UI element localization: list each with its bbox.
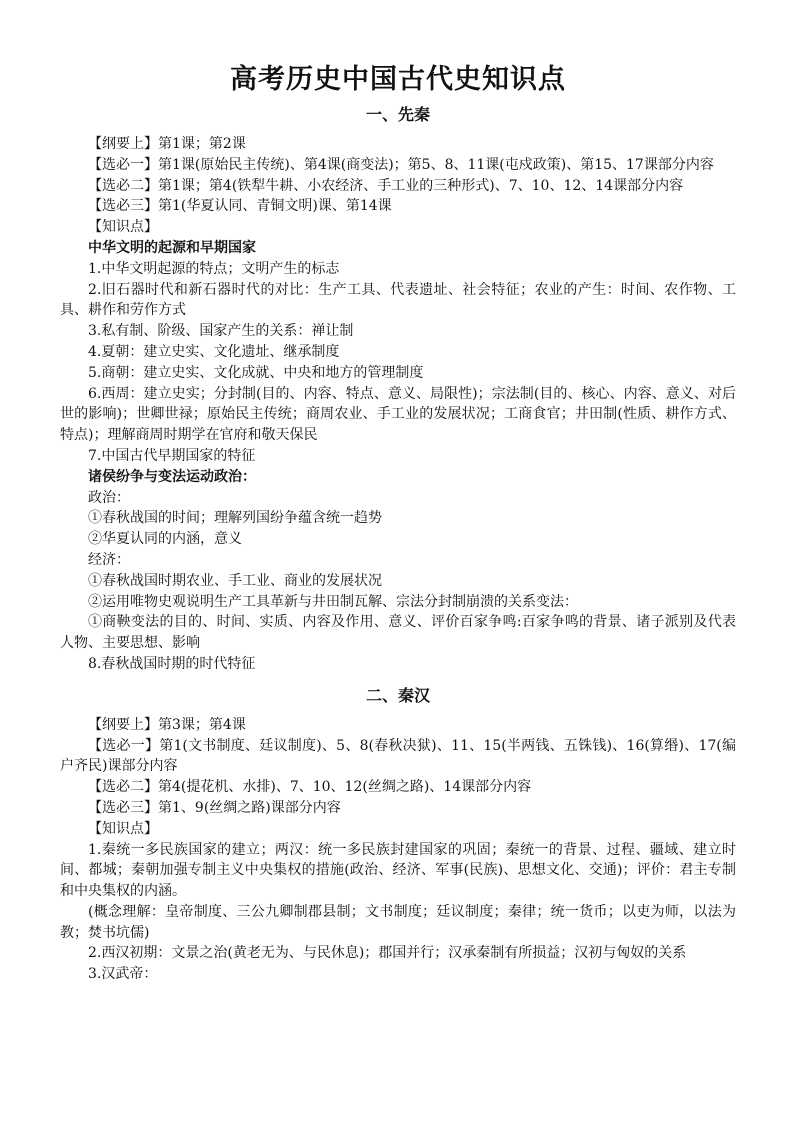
para-elective-two: 【选必二】第4(提花机、水排)、7、10、12(丝绸之路)、14课部分内容 <box>88 779 532 796</box>
list-item: (概念理解：皇帝制度、三公九卿制郡县制；文书制度；廷议制度；秦律；统一货币；以吏为师，以法为教；焚书坑儒) <box>60 903 736 941</box>
section-heading-xianqin: 一、先秦 <box>365 105 430 124</box>
list-item: 政治： <box>88 489 130 506</box>
subheading-civilization-origin: 中华文明的起源和早期国家 <box>88 239 256 256</box>
list-item: 1.秦统一多民族国家的建立；两汉：统一多民族封建国家的巩固；秦统一的背景、过程、疆域、建立时间、都城；秦朝加强专制主义中央集权的措施(政治、经济、军事(民族)、思想文化、交通)；评价：君主专制和中央集权的内涵。 <box>60 841 736 900</box>
list-item: ②运用唯物史观说明生产工具革新与井田制瓦解、宗法分封制崩溃的关系变法： <box>88 593 578 610</box>
list-item: 3.汉武帝： <box>88 966 158 983</box>
list-item: ①春秋战国的时间；理解列国纷争蕴含统一趋势 <box>88 510 382 527</box>
section-heading-qinhan: 二、秦汉 <box>365 685 430 705</box>
list-item: ①春秋战国时期农业、手工业、商业的发展状况 <box>88 572 382 589</box>
section-body-qinhan <box>60 715 736 985</box>
para-elective-two: 【选必二】第1课；第4(铁犁牛耕、小农经济、手工业的三种形式)、7、10、12、14课部分内容 <box>88 177 684 194</box>
para-elective-three: 【选必三】第1、9(丝绸之路)课部分内容 <box>88 799 341 816</box>
list-item: 4.夏朝：建立史实、文化遗址、继承制度 <box>88 343 340 360</box>
para-knowledge-label: 【知识点】 <box>88 219 158 236</box>
para-elective-one: 【选必一】第1课(原始民主传统)、第4课(商变法)；第5、8、11课(屯戍政策)、第15、17课部分内容 <box>88 156 714 173</box>
list-item: 6.西周：建立史实；分封制(目的、内容、特点、意义、局限性)；宗法制(目的、核心、内容、意义、对后世的影响)；世卿世禄；原始民主传统；商周农业、手工业的发展状况；工商食官；井田制(性质、耕作方式、特点)；理解商周时期学在官府和敬天保民 <box>60 385 736 444</box>
list-item: 经济： <box>88 551 130 568</box>
para-outline-upper: 【纲要上】第3课；第4课 <box>88 716 246 733</box>
list-item: 8.春秋战国时期的时代特征 <box>88 655 256 672</box>
list-item: 5.商朝：建立史实、文化成就、中央和地方的管理制度 <box>88 364 424 381</box>
list-item: 3.私有制、阶级、国家产生的关系：禅让制 <box>88 323 354 340</box>
list-item: ①商鞅变法的目的、时间、实质、内容及作用、意义、评价百家争鸣:百家争鸣的背景、诸子派别及代表人物、主要思想、影响 <box>60 614 736 652</box>
list-item: 2.西汉初期：文景之治(黄老无为、与民休息)；郡国并行；汉承秦制有所损益；汉初与匈奴的关系 <box>88 945 687 962</box>
para-outline-upper: 【纲要上】第1课；第2课 <box>88 136 246 152</box>
list-item: 7.中国古代早期国家的特征 <box>88 447 256 464</box>
list-item: 1.中华文明起源的特点；文明产生的标志 <box>88 260 340 277</box>
subheading-warring-states: 诸侯纷争与变法运动政治： <box>88 468 256 485</box>
section-body-xianqin <box>60 134 736 675</box>
para-knowledge-label: 【知识点】 <box>88 820 158 837</box>
para-elective-three: 【选必三】第1(华夏认同、青铜文明)课、第14课 <box>88 198 392 215</box>
document-title: 高考历史中国古代史知识点 <box>230 64 566 95</box>
list-item: ②华夏认同的内涵，意义 <box>88 531 242 548</box>
list-item: 2.旧石器时代和新石器时代的对比：生产工具、代表遗址、社会特征；农业的产生：时间、农作物、工具、耕作和劳作方式 <box>60 281 736 319</box>
para-elective-one: 【选必一】第1(文书制度、廷议制度)、5、8(春秋决狱)、11、15(半两钱、五铢钱)、16(算缗)、17(编户齐民)课部分内容 <box>60 737 736 775</box>
